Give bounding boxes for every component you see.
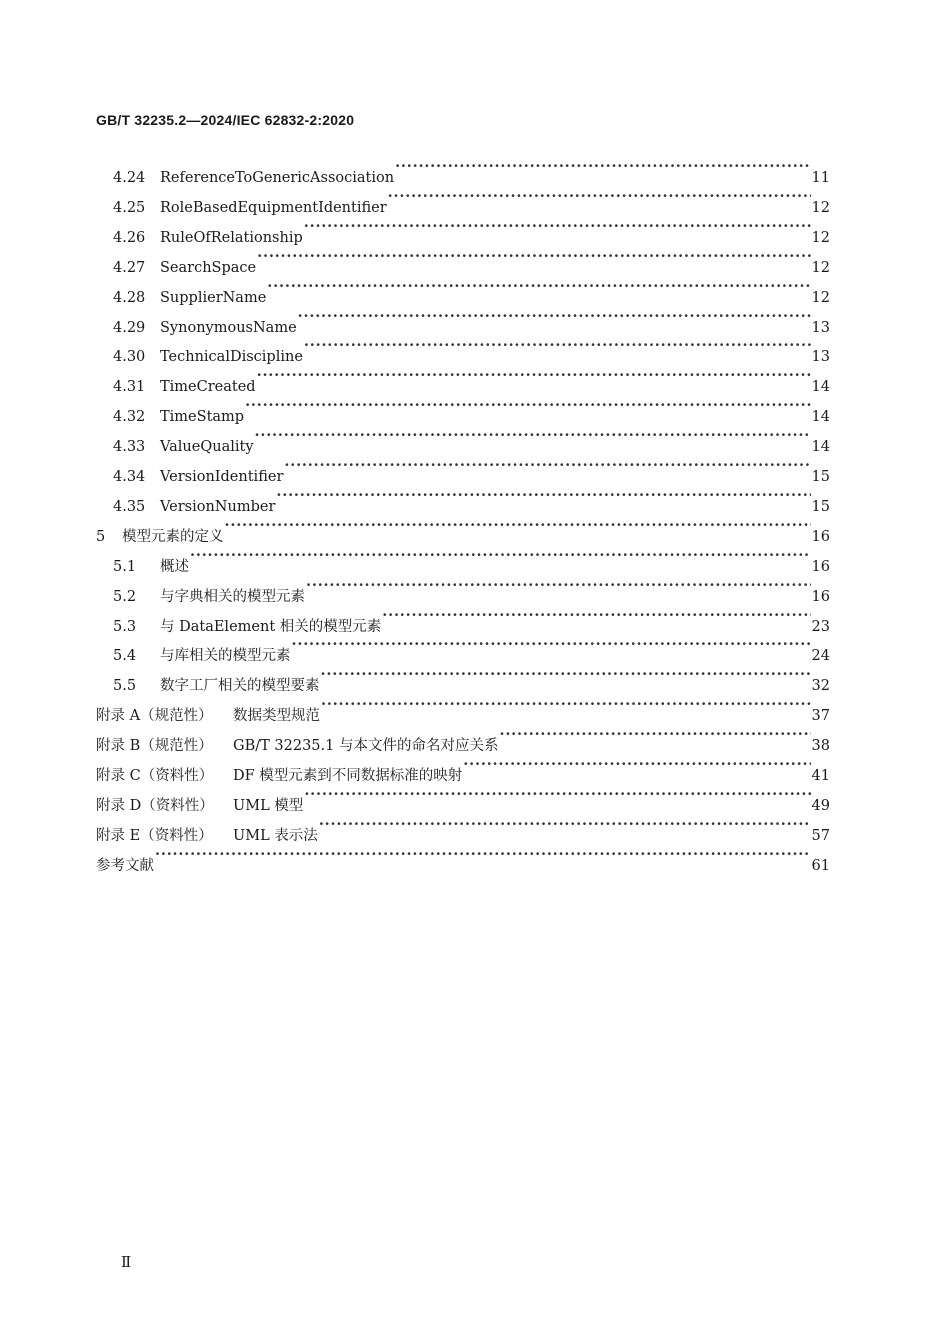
toc-entry-title: 参考文献 [96,857,154,874]
toc-entry[interactable] [113,630,830,665]
toc-leader-dots [257,361,811,391]
toc-entry-page: 57 [811,827,830,844]
toc-entry-title: RoleBasedEquipmentIdentifier [160,199,387,216]
toc-entry[interactable] [113,272,830,306]
toc-entry-number: 附录 C（资料性） [96,768,214,784]
toc-entry-page: 38 [811,738,830,755]
toc-entry-title: SupplierName [160,289,267,306]
toc-entry-page: 32 [811,678,830,695]
toc-entry-page: 14 [811,409,830,426]
toc-entry-page: 16 [811,558,830,575]
toc-entry[interactable] [113,660,830,695]
toc-entry-number: 4.32 [113,409,146,426]
toc-entry-title: UML 表示法 [233,827,318,844]
page-number: Ⅱ [121,1253,132,1271]
toc-leader-dots [319,810,811,840]
toc-entry-title: GB/T 32235.1 与本文件的命名对应关系 [233,738,499,755]
toc-entry-title: 数据类型规范 [233,708,320,725]
toc-leader-dots [257,242,810,272]
toc-entry-page: 24 [811,648,830,665]
toc-entry-page: 16 [811,528,830,545]
toc-entry[interactable] [96,780,830,814]
toc-entry[interactable] [113,331,830,366]
toc-entry-number: 5.1 [113,558,137,575]
toc-entry[interactable] [96,720,830,755]
toc-leader-dots [155,840,811,870]
toc-entry-number: 4.31 [113,379,146,396]
toc-entry[interactable] [96,690,830,725]
toc-leader-dots [382,601,810,631]
toc-entry-number: 附录 E（资料性） [96,827,213,844]
toc-entry-number: 5.4 [113,648,137,665]
toc-entry-number: 5.5 [113,678,137,695]
toc-entry-number: 附录 D（资料性） [96,797,214,814]
toc-entry[interactable] [96,840,830,874]
toc-entry-page: 12 [811,289,830,306]
toc-entry-page: 16 [811,588,830,605]
toc-leader-dots [304,331,811,361]
toc-leader-dots [321,660,811,690]
toc-entry-title: TimeStamp [160,409,245,426]
toc-entry-page: 12 [811,229,830,246]
toc-entry-title: SearchSpace [160,259,257,276]
toc-entry-title: RuleOfRelationship [160,229,303,246]
toc-entry-title: TimeCreated [160,379,256,396]
toc-leader-dots [321,690,811,720]
toc-entry-number: 4.29 [113,319,146,336]
toc-entry-title: 与库相关的模型元素 [160,648,291,665]
toc-entry[interactable] [113,361,830,396]
toc-entry[interactable] [113,212,830,246]
toc-entry[interactable] [113,182,830,216]
toc-leader-dots [499,720,810,750]
toc-entry-number: 5.3 [113,618,137,635]
toc-entry[interactable] [113,302,830,336]
toc-entry-number: 4.24 [113,170,146,186]
toc-leader-dots [298,302,811,332]
toc-entry-number: 4.34 [113,469,146,485]
toc-entry[interactable] [113,451,830,485]
toc-leader-dots [463,750,810,780]
toc-leader-dots [190,541,811,571]
toc-entry[interactable] [96,511,830,545]
toc-entry[interactable] [113,571,830,605]
toc-entry-page: 14 [811,439,830,456]
toc-entry-title: UML 模型 [233,797,304,814]
toc-entry-title: VersionIdentifier [160,469,284,485]
toc-leader-dots [388,182,811,212]
toc-entry-page: 23 [811,618,830,635]
toc-leader-dots [306,571,811,601]
toc-entry[interactable] [113,391,830,426]
toc-entry-title: VersionNumber [160,498,276,515]
toc-entry-page: 12 [811,199,830,216]
toc-entry-title: ReferenceToGenericAssociation [160,170,395,186]
toc-entry-page: 14 [811,379,830,396]
toc-entry-page: 61 [811,857,830,874]
toc-leader-dots [276,481,810,511]
toc-entry-title: ValueQuality [160,439,254,456]
toc-entry-number: 4.26 [113,229,146,246]
toc-entry-number: 4.30 [113,349,146,366]
toc-entry-number: 4.27 [113,259,146,276]
toc-entry-title: TechnicalDiscipline [160,349,303,366]
toc-entry[interactable] [113,242,830,276]
toc-entry-page: 13 [811,319,830,336]
toc-entry[interactable] [113,421,830,456]
toc-entry[interactable] [113,601,830,635]
toc-entry-title: 概述 [160,558,189,575]
toc-leader-dots [304,780,810,810]
toc-entry-title: SynonymousName [160,319,297,336]
toc-entry-title: 与 DataElement 相关的模型元素 [160,618,382,635]
toc-entry-page: 12 [811,259,830,276]
toc-entry-page: 15 [811,498,830,515]
toc-entry[interactable] [113,481,830,515]
toc-entry-title: 与字典相关的模型元素 [160,588,305,605]
toc-entry-page: 15 [811,469,830,485]
toc-entry-page: 41 [811,768,830,784]
toc-entry[interactable] [96,810,830,844]
toc-entry-number: 4.28 [113,289,146,306]
document-standard-id: GB/T 32235.2—2024/IEC 62832-2:2020 [96,112,355,128]
toc-entry[interactable] [113,152,830,186]
toc-leader-dots [225,511,811,541]
toc-leader-dots [267,272,810,302]
toc-entry-number: 5.2 [113,588,137,605]
toc-entry[interactable] [96,750,830,784]
toc-entry-page: 49 [811,797,830,814]
toc-entry-page: 13 [811,349,830,366]
toc-entry-page: 11 [811,170,830,186]
toc-entry[interactable] [113,541,830,575]
toc-entry-number: 4.25 [113,199,146,216]
toc-entry-title: DF 模型元素到不同数据标准的映射 [233,768,463,784]
toc-entry-page: 37 [811,708,830,725]
toc-leader-dots [292,630,811,660]
toc-leader-dots [284,451,810,481]
toc-leader-dots [255,421,811,451]
toc-entry-number: 5 [96,528,106,545]
toc-entry-number: 附录 A（规范性） [96,708,213,725]
toc-leader-dots [304,212,811,242]
toc-entry-number: 附录 B（规范性） [96,738,213,755]
toc-leader-dots [245,391,810,421]
toc-entry-title: 模型元素的定义 [122,528,224,545]
toc-entry-number: 4.35 [113,498,146,515]
toc-entry-number: 4.33 [113,439,146,456]
toc-entry-title: 数字工厂相关的模型要素 [160,678,320,695]
toc-leader-dots [395,152,810,182]
